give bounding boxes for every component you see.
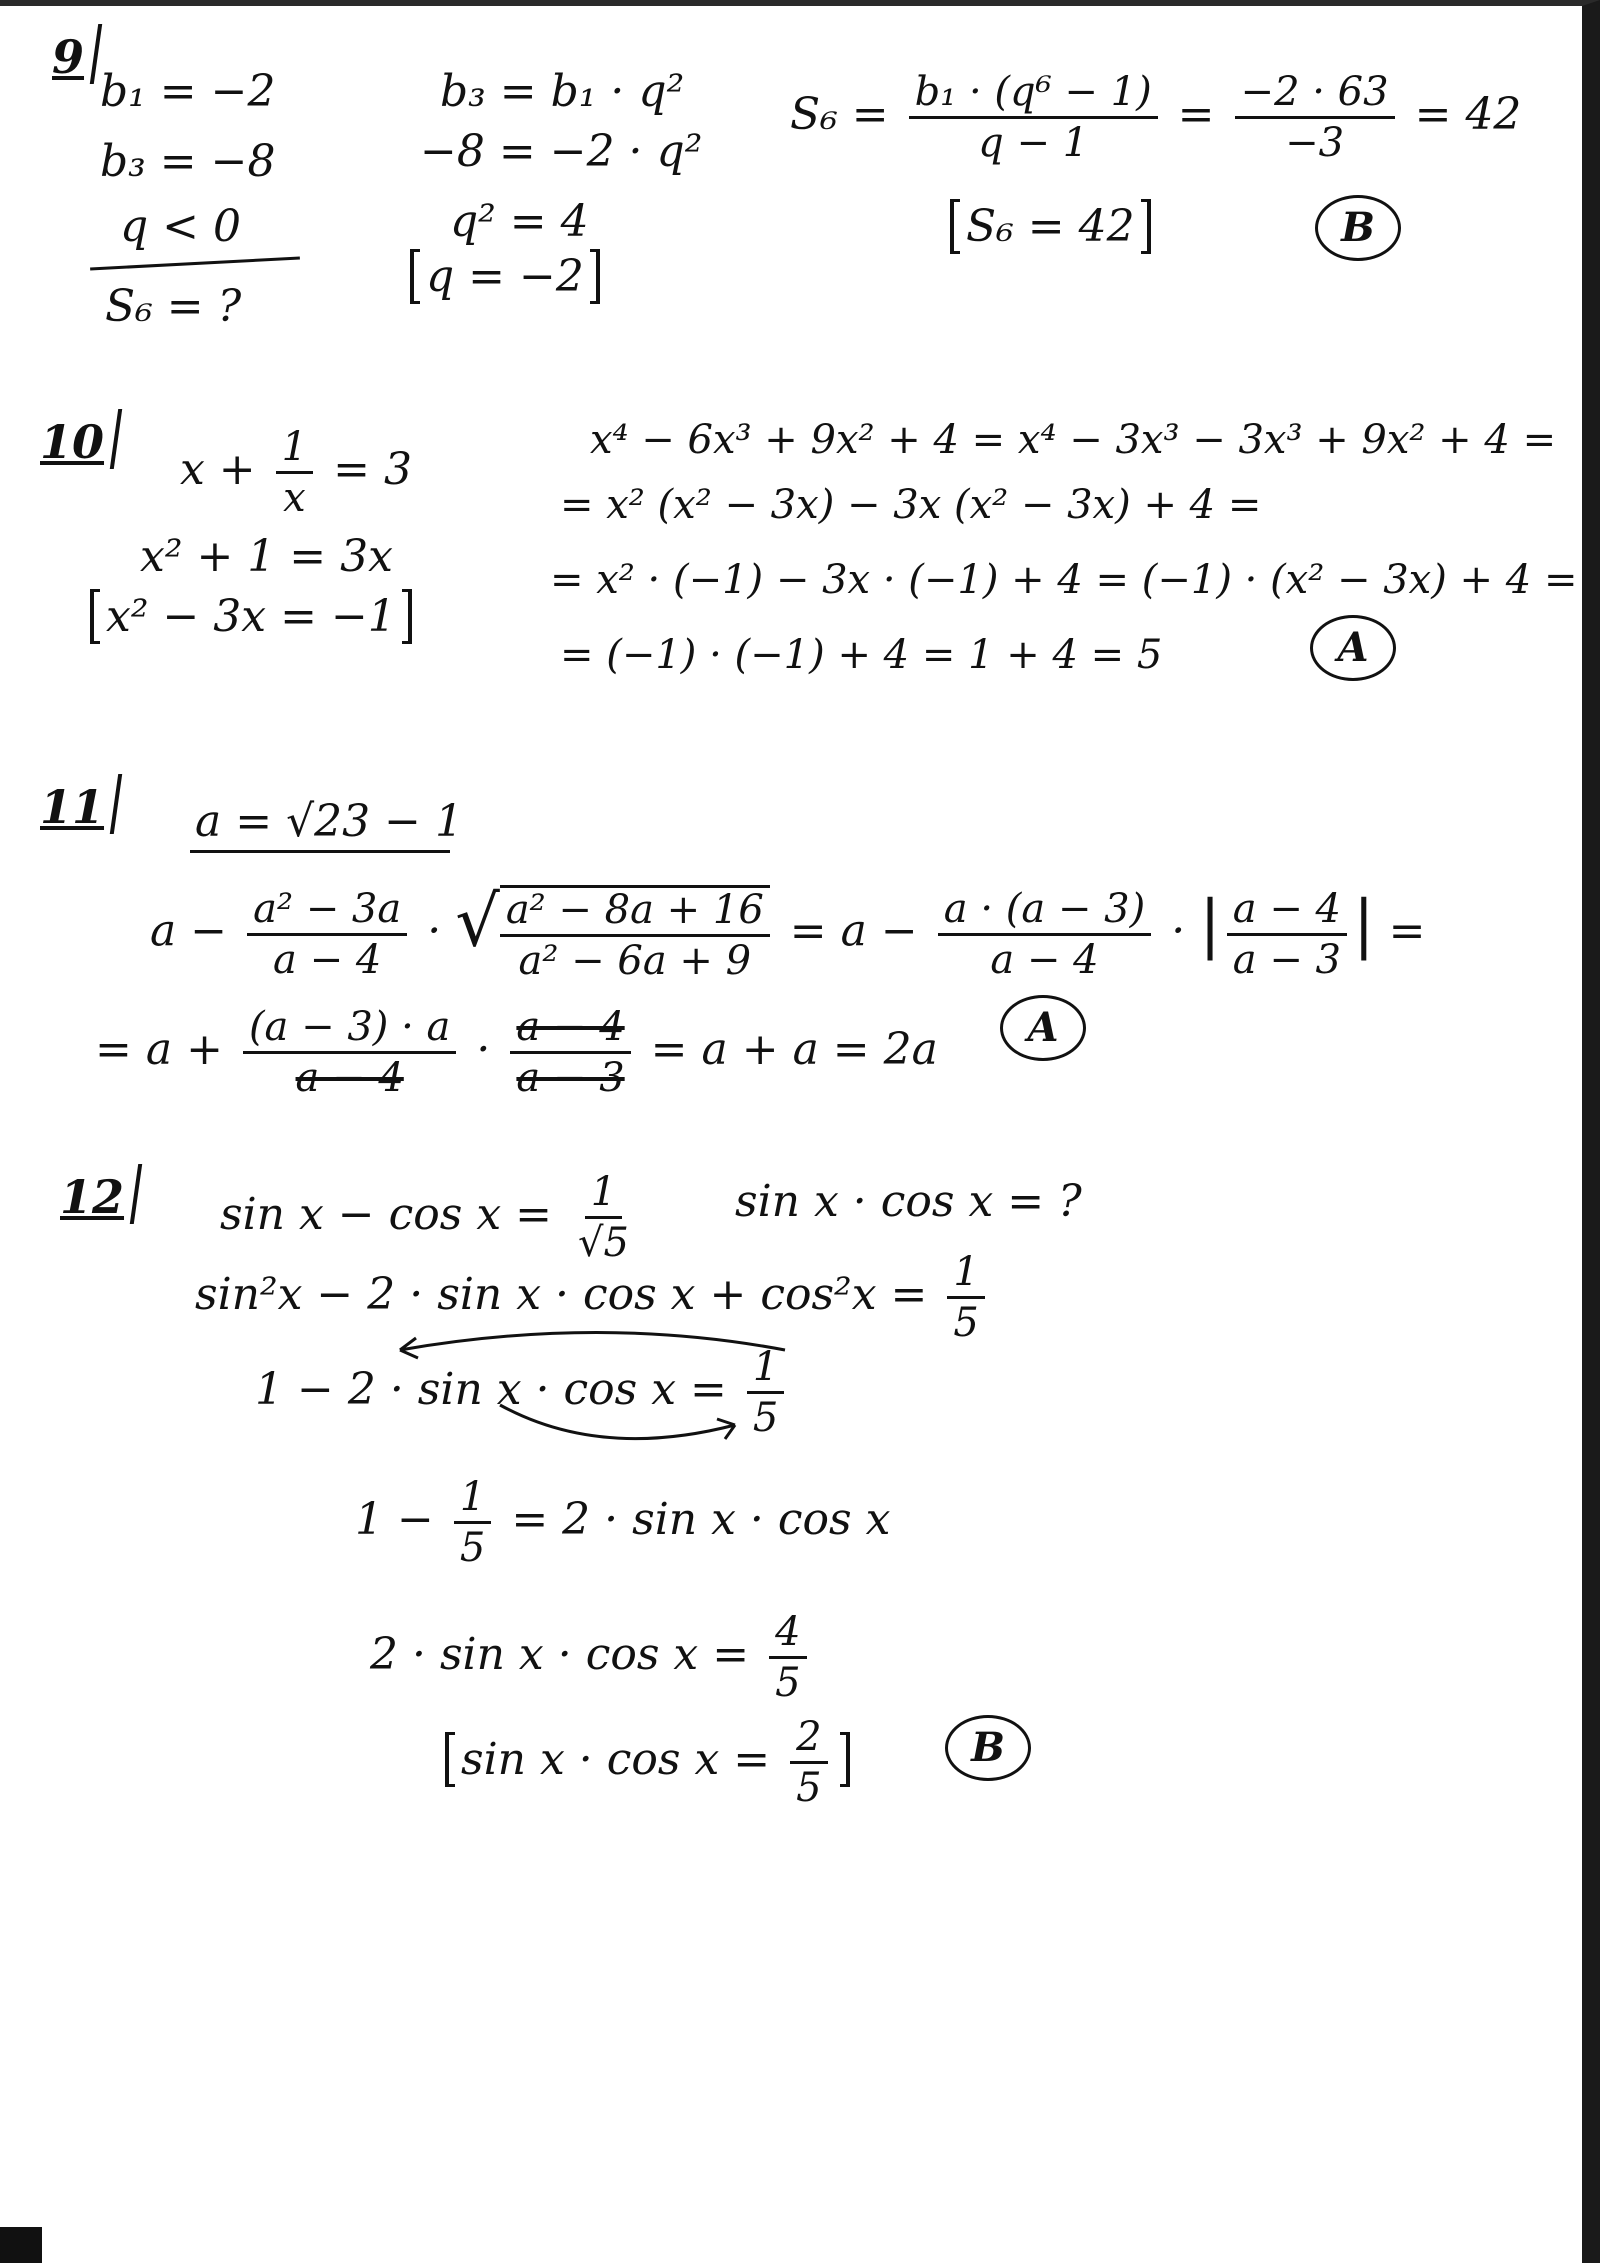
p11-f2-num: a · (a − 3): [938, 887, 1151, 936]
p12-l4-frac: [454, 1475, 491, 1570]
p11-f1-den: a − 4: [273, 936, 382, 983]
p12-l4-rhs: = 2 · sin x · cos x: [511, 1494, 891, 1545]
p10-answer-circle: A: [1310, 615, 1396, 681]
p12-given-den: √5: [578, 1220, 629, 1266]
p9-sum-num2: −2 · 63: [1235, 70, 1395, 119]
p12-l3-num: 1: [747, 1345, 784, 1394]
p12-find: sin x · cos x = ?: [735, 1176, 1082, 1227]
p11-abs-num: a − 4: [1227, 887, 1347, 936]
p12-line-4: [355, 1475, 890, 1570]
p10-frac-num: 1: [276, 425, 313, 474]
p11-a-minus: a −: [150, 905, 228, 957]
p10-rhs: = 3: [333, 444, 412, 495]
p11-l2-f-den: a − 4: [295, 1055, 404, 1101]
p9-q-squared: q² = 4: [450, 196, 589, 247]
p12-l2-den: 5: [953, 1300, 979, 1346]
p9-substitution: −8 = −2 · q²: [420, 126, 703, 177]
p11-sqrt-sign: √: [455, 880, 500, 963]
p12-l5-den: 5: [775, 1660, 801, 1706]
p9-formula: b₃ = b₁ · q²: [440, 66, 685, 117]
p12-l2-num: 1: [947, 1250, 984, 1299]
p9-sum-eq: =: [1177, 89, 1215, 140]
p12-l3-den: 5: [752, 1395, 779, 1441]
p11-l2-f-num: (a − 3) · a: [243, 1005, 456, 1054]
p12-l3-lhs: 1 − 2 · sin x · cos x =: [255, 1364, 727, 1415]
p9-boxed-sum: S₆ = 42: [950, 199, 1151, 254]
problem-10-number: 10: [40, 415, 105, 469]
p9-sum-eq2: =: [1414, 89, 1452, 140]
p9-answer-circle: B: [1315, 195, 1401, 261]
p12-given-lhs: sin x − cos x =: [220, 1189, 552, 1240]
p12-l5-frac: [769, 1610, 806, 1705]
p11-abs-left: |: [1199, 887, 1221, 962]
p11-sq-den: a² − 6a + 9: [518, 938, 752, 984]
p12-result-row: [445, 1715, 850, 1810]
p12-l4-num: 1: [454, 1475, 491, 1524]
p9-sum-den2: −3: [1285, 120, 1345, 166]
p11-eq-a-minus: = a −: [789, 905, 918, 957]
p11-f1-num: a² − 3a: [247, 887, 407, 936]
p11-line1-end: =: [1388, 905, 1426, 957]
p12-result-frac: [790, 1715, 827, 1810]
p10-step2: x² + 1 = 3x: [140, 531, 393, 582]
p12-l3-frac: [747, 1345, 784, 1440]
p11-abs-den: a − 3: [1232, 936, 1342, 983]
p10-lhs-x: x +: [180, 444, 256, 495]
p12-l4-den: 5: [459, 1525, 486, 1571]
p12-answer-wrap: [945, 1715, 1031, 1781]
p12-l5-num: 4: [769, 1610, 806, 1659]
p12-result-num: 2: [790, 1715, 827, 1764]
p11-sq-num: a² − 8a + 16: [500, 888, 770, 937]
p10-line-3: = x² · (−1) − 3x · (−1) + 4 = (−1) · (x² − 3x) + 4 =: [550, 557, 1578, 603]
p12-l2-lhs: sin²x − 2 · sin x · cos x + cos²x =: [195, 1269, 928, 1320]
p9-given-b1: b₁ = −2: [100, 66, 276, 117]
problem-9-number: 9: [52, 30, 85, 84]
p11-l2-result: = a + a = 2a: [650, 1024, 938, 1075]
p10-boxed: x² − 3x = −1: [90, 589, 412, 644]
p12-result-den: 5: [796, 1765, 822, 1811]
p11-l2-g-num: a − 4: [510, 1005, 630, 1054]
p11-l2-g-den: a − 3: [516, 1055, 625, 1101]
p10-line-4: = (−1) · (−1) + 4 = 1 + 4 = 5: [560, 632, 1163, 678]
p9-find: S₆ = ?: [105, 281, 242, 332]
p9-sum-label: S₆ =: [790, 89, 889, 140]
p9-given-condition: q < 0: [120, 201, 241, 252]
problem-12-number: 12: [60, 1170, 125, 1224]
p12-l5-lhs: 2 · sin x · cos x =: [370, 1629, 750, 1680]
p10-frac-den: x: [283, 475, 306, 521]
p11-dot: ·: [427, 905, 442, 957]
p12-line-3: [255, 1345, 790, 1440]
p9-sum-value: 42: [1465, 89, 1522, 140]
p11-dot-2: ·: [1171, 905, 1186, 957]
p9-sum-num1: b₁ · (q⁶ − 1): [909, 70, 1158, 119]
p11-l2-start: = a +: [95, 1024, 223, 1075]
p9-q-result: q = −2: [410, 249, 600, 304]
p9-sum-den1: q − 1: [978, 120, 1089, 166]
p12-line-5: [370, 1610, 813, 1705]
p10-line-2: = x² (x² − 3x) − 3x (x² − 3x) + 4 =: [560, 482, 1262, 528]
p12-answer-circle: B: [945, 1715, 1031, 1781]
p9-given-b3: b₃ = −8: [100, 136, 276, 187]
p12-result-lhs: sin x · cos x =: [461, 1734, 771, 1785]
p11-answer-circle: A: [1000, 995, 1086, 1061]
problem-11-number: 11: [40, 780, 105, 834]
p12-given-num: 1: [585, 1170, 622, 1219]
p11-l2-dot: ·: [476, 1024, 491, 1075]
p11-given: a = √23 − 1: [195, 796, 463, 847]
p12-result-box: [445, 1714, 850, 1811]
p10-line-1: x⁴ − 6x³ + 9x² + 4 = x⁴ − 3x³ − 3x³ + 9x² + 4 =: [590, 417, 1557, 463]
p11-f2-den: a − 4: [990, 936, 1099, 983]
p12-l4-pre: 1 −: [355, 1494, 434, 1545]
p11-abs-right: |: [1353, 887, 1375, 962]
